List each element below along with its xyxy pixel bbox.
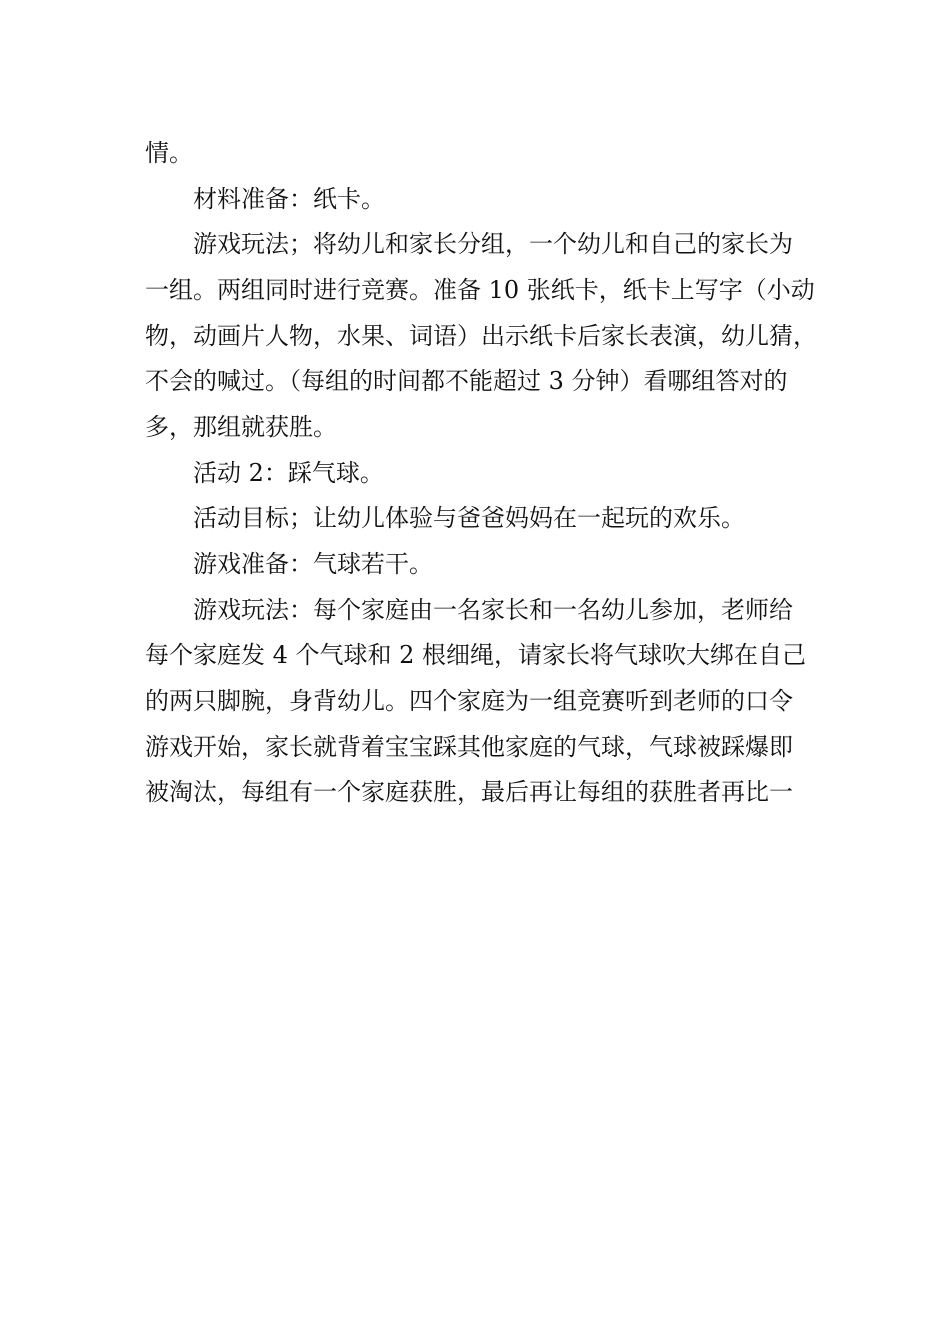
- text-line: 活动目标；让幼儿体验与爸爸妈妈在一起玩的欢乐。: [193, 504, 745, 533]
- text-line: 材料准备：纸卡。: [193, 184, 385, 213]
- text-line: 多，那组就获胜。: [145, 412, 337, 441]
- text-line: 游戏玩法：每个家庭由一名家长和一名幼儿参加，老师给: [193, 595, 793, 624]
- text-line: 每个家庭发 4 个气球和 2 根细绳，请家长将气球吹大绑在自己: [145, 641, 807, 670]
- text-line: 物，动画片人物，水果、词语）出示纸卡后家长表演，幼儿猜，: [145, 321, 817, 350]
- text-line: 游戏玩法；将幼儿和家长分组，一个幼儿和自己的家长为: [193, 230, 793, 259]
- text-line: 活动 2：踩气球。: [193, 458, 384, 487]
- text-line: 被淘汰，每组有一个家庭获胜，最后再让每组的获胜者再比一: [145, 778, 793, 807]
- document-body: [145, 131, 815, 816]
- text-line: 游戏准备：气球若干。: [193, 549, 433, 578]
- text-line: 一组。两组同时进行竞赛。准备 10 张纸卡，纸卡上写字（小动: [145, 275, 815, 304]
- text-line: 情。: [145, 139, 193, 167]
- text-line: 的两只脚腕，身背幼儿。四个家庭为一组竞赛听到老师的口令: [145, 686, 793, 715]
- text-line: 不会的喊过。（每组的时间都不能超过 3 分钟）看哪组答对的: [145, 367, 788, 396]
- text-line: 游戏开始，家长就背着宝宝踩其他家庭的气球，气球被踩爆即: [145, 732, 793, 761]
